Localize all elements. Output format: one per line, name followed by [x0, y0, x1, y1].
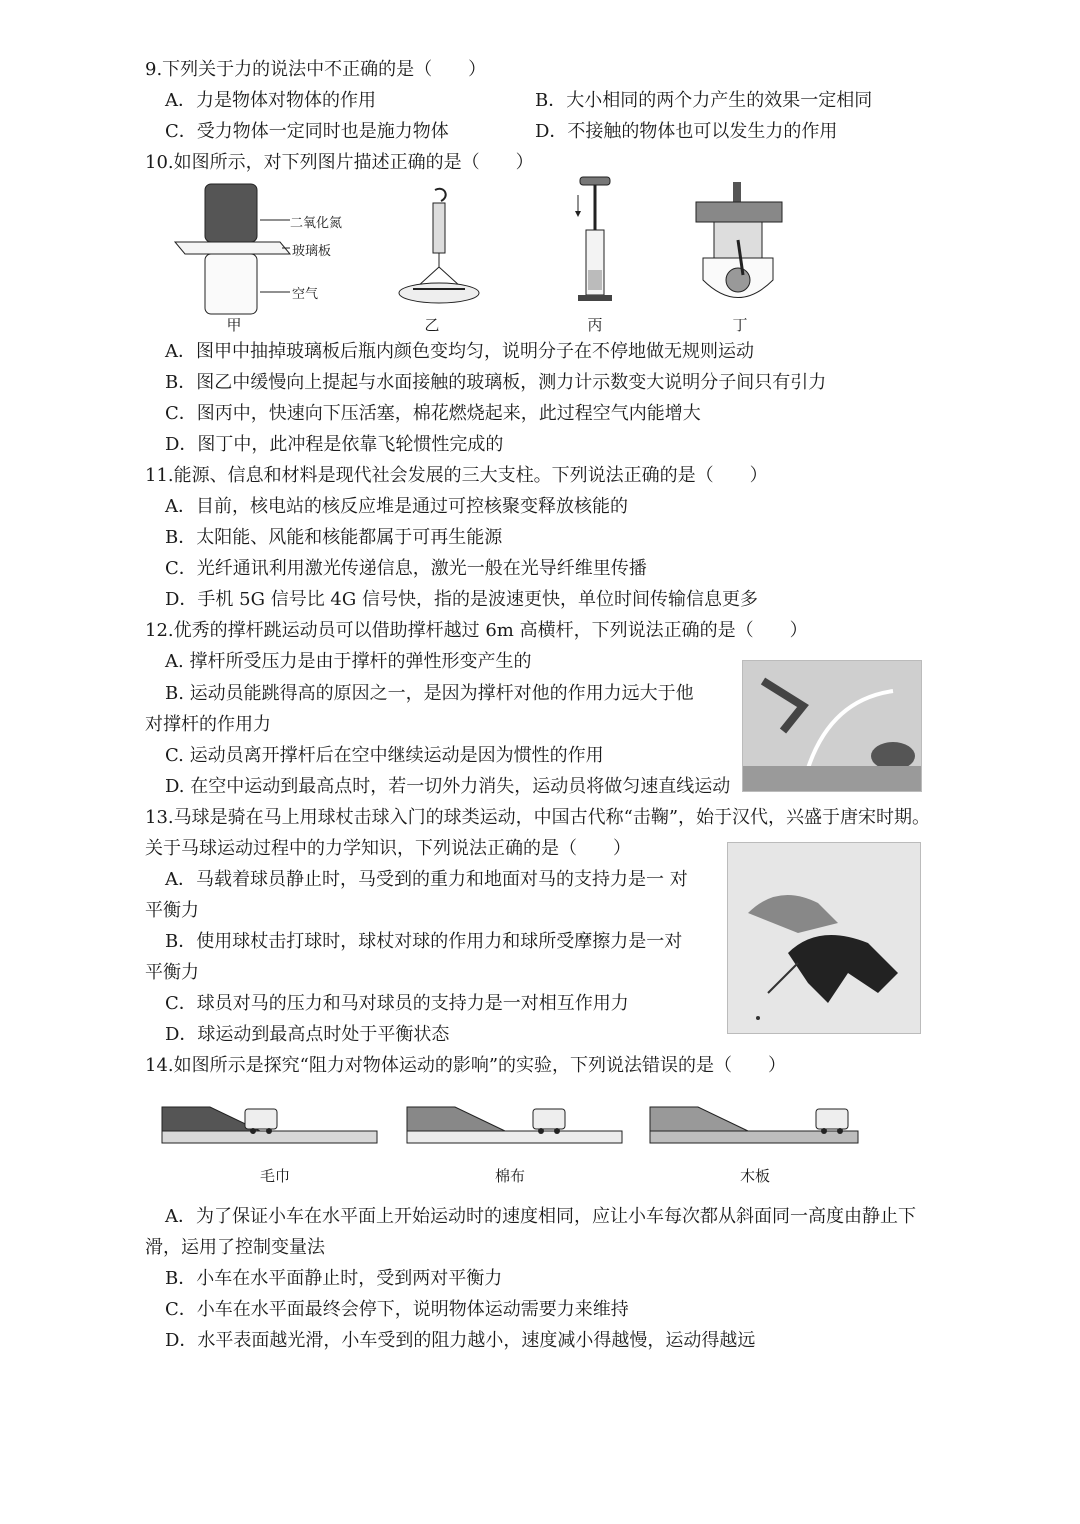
q11-option-c: C．光纤通讯利用激光传递信息，激光一般在光导纤维里传播: [165, 558, 647, 579]
q13-option-d: D．球运动到最高点时处于平衡状态: [165, 1024, 450, 1045]
q13-option-a-line2: 平衡力: [145, 900, 199, 921]
q12-option-d: D. 在空中运动到最高点时，若一切外力消失，运动员将做匀速直线运动: [165, 776, 731, 797]
incline-cotton-figure: [405, 1095, 625, 1150]
spring-scale-figure: [395, 185, 485, 315]
compression-cylinder-figure: [570, 175, 620, 305]
q13-stem-line2: 关于马球运动过程中的力学知识，下列说法正确的是（ ）: [145, 838, 631, 859]
fig-label-glass-plate: 玻璃板: [292, 244, 332, 259]
fig-label-jia: 甲: [226, 316, 242, 334]
q9-option-d: D．不接触的物体也可以发生力的作用: [535, 121, 838, 142]
q14-stem: 14.如图所示是探究“阻力对物体运动的影响”的实验，下列说法错误的是（ ）: [145, 1055, 787, 1076]
q13-option-c: C．球员对马的压力和马对球员的支持力是一对相互作用力: [165, 993, 629, 1014]
q9-option-c: C．受力物体一定同时也是施力物体: [165, 121, 449, 142]
q11-stem: 11.能源、信息和材料是现代社会发展的三大支柱。下列说法正确的是（ ）: [145, 465, 768, 486]
q14-option-b: B．小车在水平面静止时，受到两对平衡力: [165, 1268, 503, 1289]
q13-stem-line1: 13.马球是骑在马上用球杖击球入门的球类运动，中国古代称“击鞠”，始于汉代，兴盛于唐宋时期。: [145, 807, 931, 828]
surface-label-board: 木板: [739, 1167, 770, 1185]
q10-option-c: C．图丙中，快速向下压活塞，棉花燃烧起来，此过程空气内能增大: [165, 403, 701, 424]
surface-label-cotton: 棉布: [494, 1167, 525, 1185]
q10-option-a: A．图甲中抽掉玻璃板后瓶内颜色变均匀，说明分子在不停地做无规则运动: [165, 341, 754, 362]
gas-jars-figure: [170, 180, 370, 330]
q9-option-b: B．大小相同的两个力产生的效果一定相同: [535, 90, 873, 111]
q12-option-b-line1: B. 运动员能跳得高的原因之一，是因为撑杆对他的作用力远大于他: [165, 683, 694, 704]
incline-board-figure: [648, 1095, 863, 1150]
fig-label-ding: 丁: [732, 316, 748, 334]
fig-label-bing: 丙: [587, 316, 603, 334]
q12-option-b-line2: 对撑杆的作用力: [145, 714, 271, 735]
polo-painting: [727, 842, 921, 1034]
engine-stroke-figure: [688, 180, 788, 310]
q13-option-b-line1: B．使用球杖击打球时，球杖对球的作用力和球所受摩擦力是一对: [165, 931, 683, 952]
q9-stem: 9.下列关于力的说法中不正确的是（ ）: [145, 59, 487, 80]
q13-option-b-line2: 平衡力: [145, 962, 199, 983]
pole-vault-photo: [742, 660, 922, 792]
fig-label-air: 空气: [292, 287, 319, 302]
surface-label-towel: 毛巾: [259, 1167, 290, 1185]
q14-option-c: C．小车在水平面最终会停下，说明物体运动需要力来维持: [165, 1299, 629, 1320]
q12-option-a: A. 撑杆所受压力是由于撑杆的弹性形变产生的: [165, 651, 532, 672]
q11-option-b: B．太阳能、风能和核能都属于可再生能源: [165, 527, 503, 548]
q14-option-d: D．水平表面越光滑，小车受到的阻力越小，速度减小得越慢，运动得越远: [165, 1330, 756, 1351]
q12-stem: 12.优秀的撑杆跳运动员可以借助撑杆越过 6m 高横杆，下列说法正确的是（ ）: [145, 620, 808, 641]
q10-stem: 10.如图所示，对下列图片描述正确的是（ ）: [145, 152, 534, 173]
q14-option-a-line1: A．为了保证小车在水平面上开始运动时的速度相同，应让小车每次都从斜面同一高度由静止下: [165, 1206, 916, 1227]
incline-towel-figure: [160, 1095, 380, 1150]
q14-option-a-line2: 滑，运用了控制变量法: [145, 1237, 325, 1258]
q13-option-a-line1: A．马载着球员静止时，马受到的重力和地面对马的支持力是一 对: [165, 869, 688, 890]
q9-option-a: A．力是物体对物体的作用: [165, 90, 376, 111]
q11-option-a: A．目前，核电站的核反应堆是通过可控核聚变释放核能的: [165, 496, 628, 517]
fig-label-no2: 二氧化氮: [290, 216, 343, 231]
fig-label-yi: 乙: [424, 316, 440, 334]
q10-option-b: B．图乙中缓慢向上提起与水面接触的玻璃板，测力计示数变大说明分子间只有引力: [165, 372, 827, 393]
q12-option-c: C. 运动员离开撑杆后在空中继续运动是因为惯性的作用: [165, 745, 604, 766]
q10-option-d: D．图丁中，此冲程是依靠飞轮惯性完成的: [165, 434, 504, 455]
q11-option-d: D．手机 5G 信号比 4G 信号快，指的是波速更快，单位时间传输信息更多: [165, 589, 758, 610]
